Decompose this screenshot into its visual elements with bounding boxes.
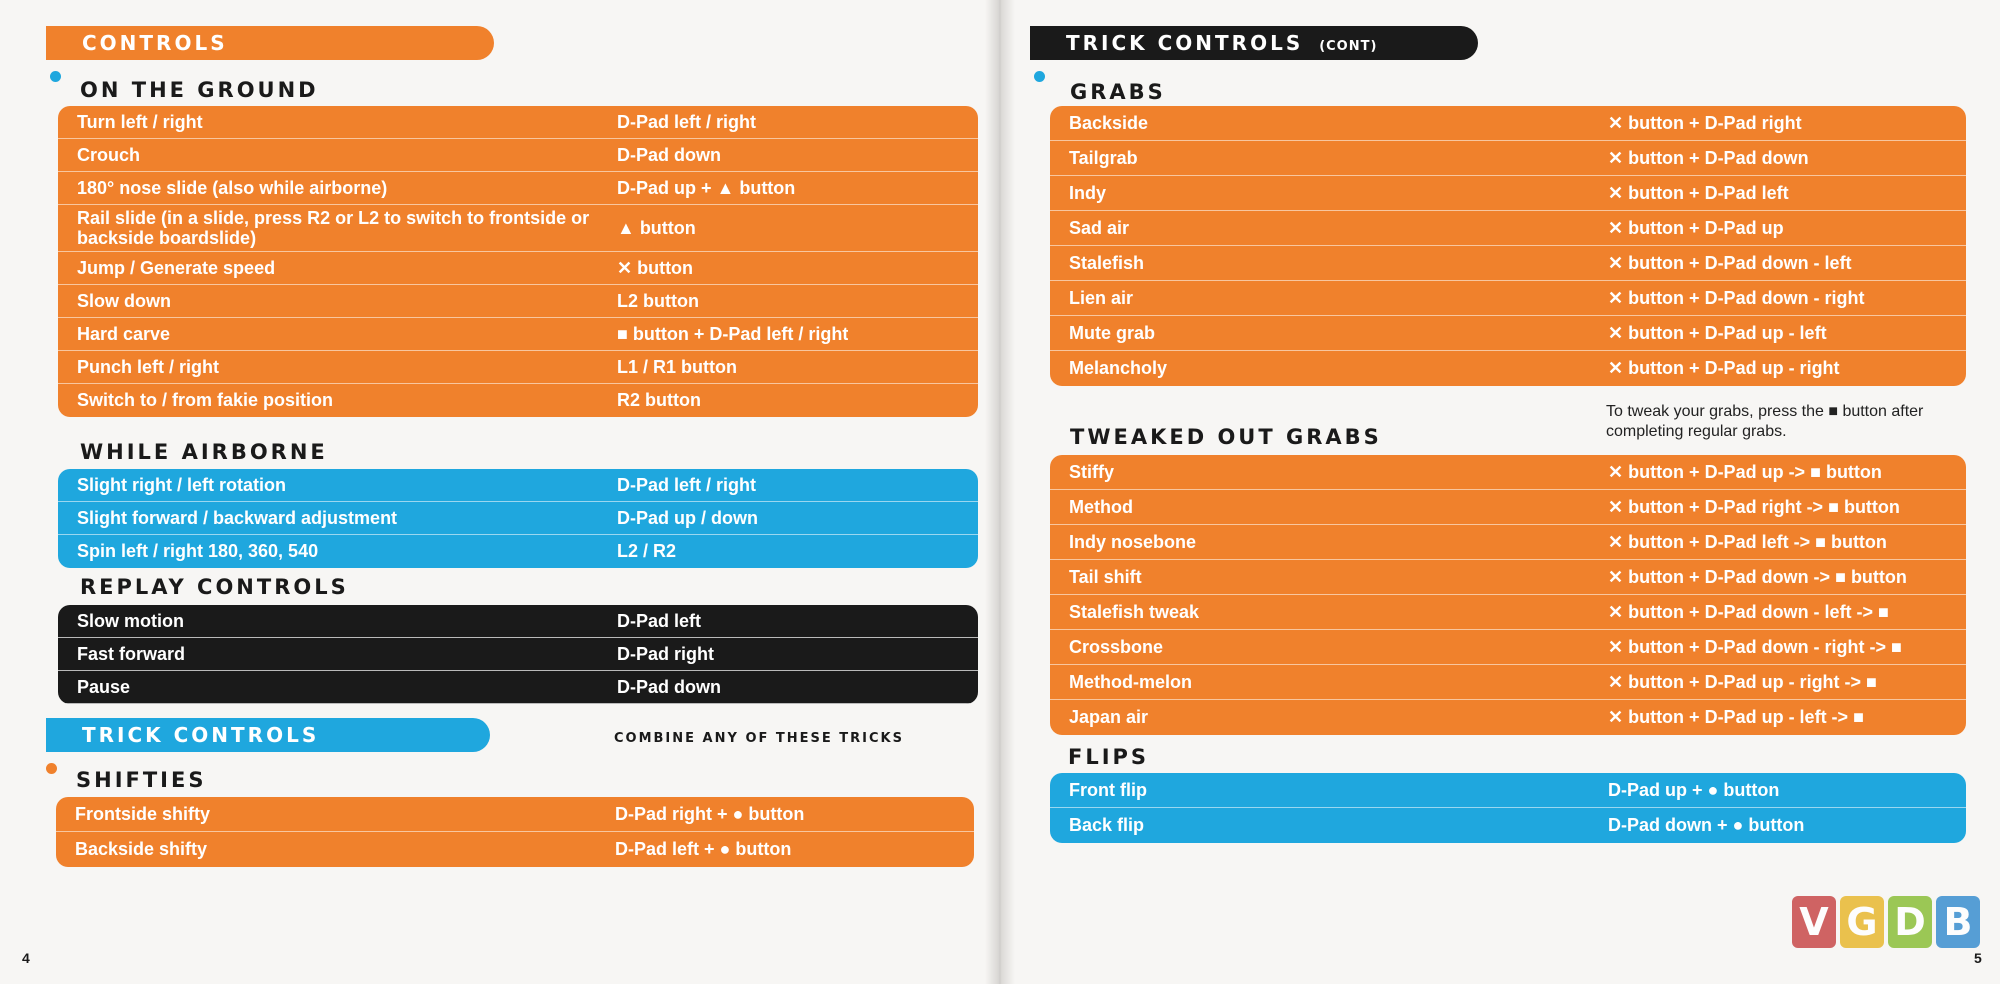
page-number-left: 4 (22, 950, 30, 966)
watermark-letter: G (1840, 896, 1884, 948)
flips-heading: FLIPS (1068, 745, 1150, 769)
action-cell: Indy nosebone (1069, 531, 1197, 552)
button-combo-cell: D-Pad down + ● button (1608, 815, 1805, 835)
watermark-letter: D (1888, 896, 1932, 948)
table-row (1050, 281, 1966, 316)
table-row (1050, 211, 1966, 246)
button-combo-cell: ✕ button + D-Pad down - right -> ■ (1608, 636, 1902, 657)
on-ground-heading: ON THE GROUND (80, 78, 319, 102)
action-cell: Slight forward / backward adjustment (77, 507, 398, 528)
button-combo-cell: ✕ button (617, 257, 694, 278)
table-row (1050, 595, 1966, 630)
table-row (1050, 630, 1966, 665)
action-cell: Spin left / right 180, 360, 540 (77, 541, 319, 561)
action-cell: Tailgrab (1069, 147, 1138, 168)
button-combo-cell: R2 button (617, 390, 701, 410)
button-combo-cell: ✕ button + D-Pad right -> ■ button (1608, 496, 1900, 517)
action-cell: Slow down (77, 290, 171, 311)
table-row (1050, 106, 1966, 141)
watermark-logo (1792, 896, 1980, 948)
action-cell: Punch left / right (77, 356, 219, 377)
action-cell: Indy (1069, 182, 1107, 203)
table-row (1050, 560, 1966, 595)
airborne-heading: WHILE AIRBORNE (80, 440, 328, 464)
table-row (1050, 700, 1966, 735)
action-cell: Backside shifty (75, 839, 208, 859)
action-cell: Fast forward (77, 643, 186, 664)
table-row (58, 285, 978, 318)
tweaked-heading: TWEAKED OUT GRABS (1070, 425, 1382, 449)
button-combo-cell: ✕ button + D-Pad left -> ■ button (1608, 531, 1887, 552)
action-cell: Back flip (1069, 815, 1145, 835)
action-cell: Stalefish (1069, 252, 1145, 273)
button-combo-cell: ✕ button + D-Pad up - right -> ■ (1608, 671, 1877, 692)
table-row (58, 252, 978, 285)
button-combo-cell: ▲ button (617, 217, 696, 238)
grabs-table (1050, 106, 1966, 386)
action-cell: Stiffy (1069, 461, 1114, 482)
section-bullet (1034, 71, 1045, 82)
action-cell: Method-melon (1069, 671, 1192, 692)
button-combo-cell: ✕ button + D-Pad right (1608, 112, 1802, 133)
trick-controls-tab-label: TRICK CONTROLS (82, 723, 320, 747)
cont-suffix: (CONT) (1319, 39, 1378, 54)
table-row (58, 384, 978, 417)
tweaked-table (1050, 455, 1966, 735)
button-combo-cell: D-Pad down (617, 676, 721, 697)
table-row (58, 502, 978, 535)
action-cell: Jump / Generate speed (77, 257, 276, 278)
table-row (56, 797, 974, 832)
watermark-letter: V (1792, 896, 1836, 948)
button-combo-cell: ✕ button + D-Pad left (1608, 182, 1789, 203)
action-cell: Stalefish tweak (1069, 601, 1200, 622)
book-spine (985, 0, 1015, 984)
table-row (58, 139, 978, 172)
button-combo-cell: L1 / R1 button (617, 356, 737, 377)
button-combo-cell: ✕ button + D-Pad up - left (1608, 322, 1827, 343)
table-row (1050, 455, 1966, 490)
action-cell: Japan air (1069, 707, 1149, 727)
tweak-note: To tweak your grabs, press the ■ button after completing regular grabs. (1606, 403, 1924, 440)
action-cell: Hard carve (77, 323, 171, 344)
action-cell: Rail slide (in a slide, press R2 or L2 to switch to frontside or backside boardslide) (77, 208, 590, 248)
table-row (56, 832, 974, 867)
section-bullet (46, 763, 57, 774)
shifties-heading: SHIFTIES (76, 768, 207, 792)
table-row (58, 106, 978, 139)
table-row (58, 351, 978, 384)
airborne-table (58, 469, 978, 568)
action-cell: Slight right / left rotation (77, 474, 286, 495)
action-cell: Lien air (1069, 287, 1134, 308)
table-row (58, 172, 978, 205)
button-combo-cell: D-Pad up + ● button (1608, 779, 1780, 800)
table-row (1050, 176, 1966, 211)
table-row (58, 638, 978, 671)
table-row (58, 671, 978, 704)
table-row (1050, 665, 1966, 700)
table-row (1050, 246, 1966, 281)
button-combo-cell: ✕ button + D-Pad down - right (1608, 287, 1865, 308)
flips-table (1050, 773, 1966, 843)
action-cell: Backside (1069, 112, 1149, 133)
action-cell: Frontside shifty (75, 803, 211, 824)
grabs-heading: GRABS (1070, 80, 1166, 104)
table-row (58, 535, 978, 568)
action-cell: Slow motion (77, 610, 184, 631)
button-combo-cell: D-Pad up + ▲ button (617, 177, 796, 198)
action-cell: Sad air (1069, 217, 1130, 238)
button-combo-cell: D-Pad down (617, 144, 721, 165)
table-row (1050, 351, 1966, 386)
trick-controls-tab (46, 718, 490, 752)
action-cell: Tail shift (1069, 566, 1142, 587)
section-bullet (50, 71, 61, 82)
action-cell: Method (1069, 496, 1133, 517)
button-combo-cell: ✕ button + D-Pad down (1608, 147, 1809, 168)
table-row (58, 469, 978, 502)
button-combo-cell: ✕ button + D-Pad up - right (1608, 358, 1840, 378)
replay-heading: REPLAY CONTROLS (80, 575, 349, 599)
action-cell: Mute grab (1069, 322, 1156, 343)
button-combo-cell: ✕ button + D-Pad down -> ■ button (1608, 566, 1907, 587)
controls-tab (46, 26, 494, 60)
button-combo-cell: L2 button (617, 290, 699, 311)
button-combo-cell: D-Pad right (617, 643, 714, 664)
button-combo-cell: ■ button + D-Pad left / right (617, 323, 849, 344)
table-row (1050, 490, 1966, 525)
table-row (1050, 808, 1966, 843)
combine-note: COMBINE ANY OF THESE TRICKS (614, 731, 904, 746)
button-combo-cell: ✕ button + D-Pad up - left -> ■ (1608, 707, 1864, 727)
action-cell: Melancholy (1069, 358, 1168, 378)
action-cell: Crossbone (1069, 636, 1164, 657)
replay-table (58, 605, 978, 704)
table-row (1050, 773, 1966, 808)
button-combo-cell: D-Pad left + ● button (615, 839, 792, 859)
button-combo-cell: D-Pad left / right (617, 111, 756, 132)
action-cell: 180° nose slide (also while airborne) (77, 177, 388, 198)
watermark-letter: B (1936, 896, 1980, 948)
table-row (58, 205, 978, 252)
table-row (58, 605, 978, 638)
button-combo-cell: D-Pad left (617, 610, 702, 631)
button-combo-cell: ✕ button + D-Pad up (1608, 217, 1784, 238)
button-combo-cell: ✕ button + D-Pad up -> ■ button (1608, 461, 1882, 482)
button-combo-cell: D-Pad left / right (617, 474, 756, 495)
action-cell: Front flip (1069, 779, 1147, 800)
action-cell: Crouch (77, 144, 140, 165)
page-number-right: 5 (1974, 950, 1982, 966)
table-row (58, 318, 978, 351)
table-row (1050, 141, 1966, 176)
button-combo-cell: D-Pad right + ● button (615, 803, 805, 824)
table-row (1050, 525, 1966, 560)
button-combo-cell: ✕ button + D-Pad down - left (1608, 252, 1852, 273)
action-cell: Switch to / from fakie position (77, 390, 334, 410)
action-cell: Pause (77, 676, 131, 697)
button-combo-cell: D-Pad up / down (617, 507, 758, 528)
controls-tab-label: CONTROLS (82, 31, 228, 55)
button-combo-cell: L2 / R2 (617, 541, 677, 561)
on-ground-table (58, 106, 978, 417)
shifties-table (56, 797, 974, 867)
trick-controls-cont-tab (1030, 26, 1478, 60)
trick-controls-cont-label: TRICK CONTROLS (1066, 31, 1304, 55)
table-row (1050, 316, 1966, 351)
action-cell: Turn left / right (77, 111, 203, 132)
button-combo-cell: ✕ button + D-Pad down - left -> ■ (1608, 601, 1889, 622)
